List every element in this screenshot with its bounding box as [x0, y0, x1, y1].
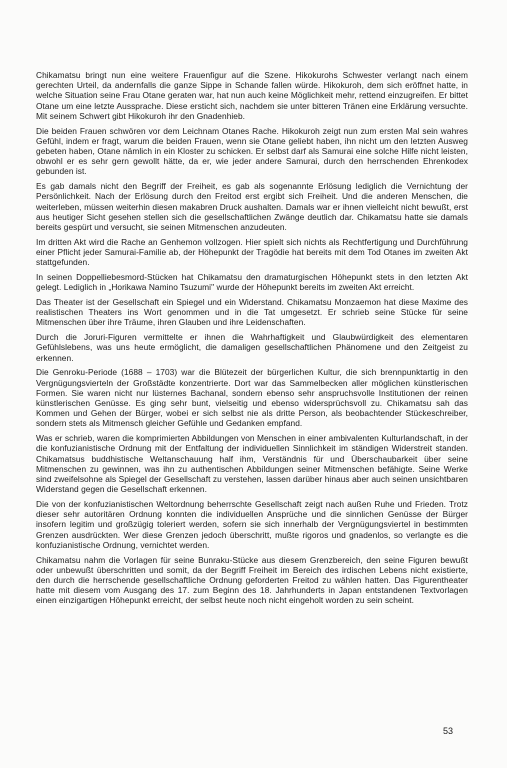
paragraph-3: Es gab damals nicht den Begriff der Freiheit, es gab als sogenannte Erlösung lediglich die Vernichtung der Persönlichkeit. Nach der Erlösung durch den Freitod erst ergibt sich Freiheit. Und die anderen Menschen, die weiterleben, müssen weiterhin diesen makabren Druck aushalten. Damals war er ihnen vielleicht nicht bewußt, erst aus heutiger Sicht gesehen stellen sich die gesellschaftlichen Zwänge deutlich dar. Chikamatsu hatte sie damals bereits gespürt und versucht, sie seinen Mitmenschen anzudeuten. [36, 181, 468, 233]
paragraph-1: Chikamatsu bringt nun eine weitere Frauenfigur auf die Szene. Hikokurohs Schwester verlangt nach einem gerechten Urteil, da andernfalls die ganze Sippe in Schande fallen würde. Hikokuroh, dem sich eröffnet hatte, in welche Situation seine Frau Otane geraten war, hat nun auch keine Möglichkeit mehr, rettend einzugreifen. Er bittet Otane um eine letzte Aussprache. Diese ersticht sich, nachdem sie unter bitteren Tränen eine Erklärung versuchte. Mit seinem Schwert gibt Hikokuroh ihr den Gnadenhieb. [36, 70, 468, 121]
paragraph-5: In seinen Doppelliebesmord-Stücken hat Chikamatsu den dramaturgischen Höhepunkt stets in den letzten Akt gelegt. Lediglich in „Horikawa Namino Tsuzumi" wurde der Höhepunkt bereits im zweiten Akt erreicht. [36, 272, 468, 293]
paragraph-4: Im dritten Akt wird die Rache an Genhemon vollzogen. Hier spielt sich nichts als Rechtfertigung und Durchführung einer Pflicht jeder Samurai-Familie ab, der Höhepunkt der Tragödie hat bereits mit dem Tod Otanes im zweiten Akt stattgefunden. [36, 236, 468, 268]
paragraph-10: Die von der konfuzianistischen Weltordnung beherrschte Gesellschaft zeigt nach außen Ruhe und Frieden. Trotz dieser sehr autoritären Ordnung konnten die individuellen Ansprüche und die sinnlichen Genüsse der Bürger insofern legitim und großzügig toleriert werden, sofern sie sich innerhalb der Vergnügungsviertel in bestimmten Grenzen ausdrückten. Wer diese Grenzen jedoch überschritt, mußte rigoros und gnadenlos, so verlangte es die konfuzianistische Ordnung, vernichtet werden. [36, 499, 468, 550]
paragraph-11: Chikamatsu nahm die Vorlagen für seine Bunraku-Stücke aus diesem Grenzbereich, den seine Figuren bewußt oder unbewußt überschritten und somit, da der Begriff Freiheit im Bereich des irdischen Lebens nicht existierte, den durch die herrschende gesellschaftliche Ordnung geforderten Freitod zu wählen hatten. Das Figurentheater hatte mit diesem vom Ausgang des 17. zum Beginn des 18. Jahrhunderts in Japan entstandenen Textvorlagen einen einzigartigen Höhepunkt erreicht, der selbst heute noch nicht eingeholt worden zu sein scheint. [36, 554, 468, 606]
paragraph-6: Das Theater ist der Gesellschaft ein Spiegel und ein Widerstand. Chikamatsu Monzaemon hat diese Maxime des realistischen Theaters ins Wort genommen und in die Tat umgesetzt. Er schrieb seine Stücke für seine Mitmenschen über ihre Träume, ihren Glauben und ihre Leidenschaften. [36, 297, 468, 328]
paragraph-8: Die Genroku-Periode (1688 – 1703) war die Blütezeit der bürgerlichen Kultur, die sich brennpunktartig in den Vergnügungsvierteln der Großstädte konzentrierte. Dort war das Sammelbecken aller möglichen künstlerischen Formen. Sie waren nicht nur lüsternes Bachanal, sondern ebenso sehr anspruchsvolle Institutionen der reinen künstlerischen Genüsse. Es ging sehr bunt, vielseitig und ebenso widersprüchsvoll zu. Chikamatsu sah das Kommen und Gehen der Bürger, wobei er sich selbst nie als dritte Person, als beobachtender Stückeschreiber, sondern stets als Mitmensch gleicher Gefühle und Gedanken empfand. [36, 367, 468, 429]
paragraph-9: Was er schrieb, waren die komprimierten Abbildungen von Menschen in einer ambivalenten Kulturlandschaft, in der die konfuzianistische Ordnung mit der Entfaltung der individuellen Sinnlichkeit im ständigen Widerstreit standen. Chikamatsus buddhistische Weltanschauung half ihm, Verständnis für und Überschaubarkeit über seine Mitmenschen zu gewinnen, was ihn zu authentischen Abbildungen seiner Mitmenschen befähigte. Seine Werke sind zweifelsohne als Spiegel der Gesellschaft zu verstehen, lassen darüber hinaus aber auch seinen unsichtbaren Widerstand gegen die Gesellschaft erkennen. [36, 433, 468, 495]
paragraph-7: Durch die Joruri-Figuren vermittelte er ihnen die Wahrhaftigkeit und Glaubwürdigkeit des elementaren Gefühlslebens, was uns heute ermöglicht, die damaligen gesellschaftlichen Phänomene und den Zeitgeist zu erkennen. [36, 332, 468, 363]
body-text [36, 70, 468, 610]
paragraph-2: Die beiden Frauen schwören vor dem Leichnam Otanes Rache. Hikokuroh zeigt nun zum ersten Mal sein wahres Gefühl, indem er fragt, warum die beiden Frauen, wenn sie Otane geliebt haben, ihn nicht um den letzten Ausweg gebeten haben, Otane nämlich in ein Kloster zu schicken. Er selbst darf als Samurai eine solche Hilfe nicht leisten, obwohl er es sehr gern gewollt hätte, da er, wie jeder andere Samurai, durch den herrschenden Ehrenkodex gebunden ist. [36, 125, 468, 177]
page-number: 53 [443, 726, 454, 736]
